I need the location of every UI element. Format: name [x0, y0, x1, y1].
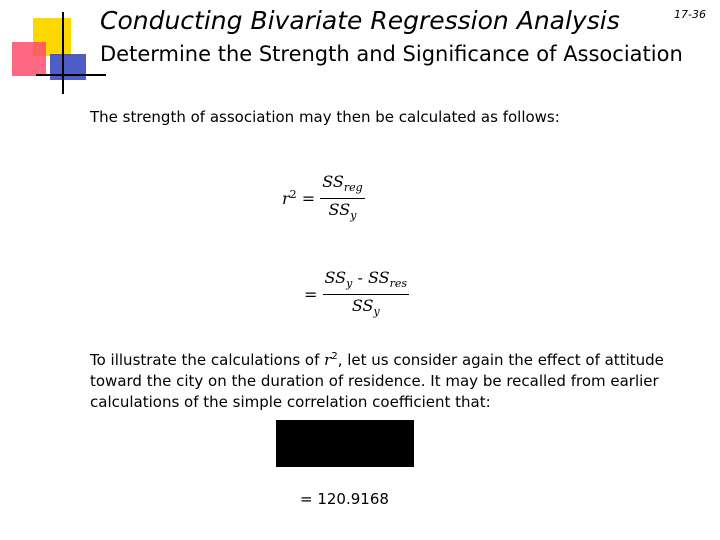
eq1-den-sub: y: [350, 209, 357, 223]
eq2-num-a-main: SS: [324, 268, 347, 287]
eq2-numerator: [323, 268, 410, 295]
equation-r-squared: [282, 172, 365, 227]
slide-subtitle: Determine the Strength and Significance of Association: [100, 42, 683, 66]
eq1-den-main: SS: [328, 200, 351, 220]
equation-r-squared-alt: [304, 268, 409, 323]
intro-text: The strength of association may then be calculated as follows:: [90, 108, 560, 126]
deco-blue-square: [50, 54, 86, 80]
deco-horizontal-line: [36, 74, 106, 76]
eq1-equals: =: [301, 189, 316, 209]
eq1-lhs-var: r: [282, 189, 290, 209]
redacted-formula-image: [276, 420, 414, 467]
para-var: r: [324, 351, 332, 369]
eq2-num-b-main: SS: [367, 268, 390, 287]
result-value: = 120.9168: [300, 490, 389, 508]
eq1-num-sub: reg: [343, 181, 363, 195]
eq2-denominator: [323, 295, 410, 323]
para-exp: 2: [331, 351, 338, 362]
eq1-lhs-exponent: 2: [289, 187, 297, 201]
para-part2: , let us consider again the effect of attitude toward the city on the duration of residence. It may be recalled from earlier calculations of the simple correlation coefficient that:: [90, 351, 664, 411]
illustration-paragraph: [90, 346, 708, 413]
eq2-fraction: [323, 268, 410, 323]
eq1-numerator: [320, 172, 364, 199]
eq2-num-b-sub: res: [389, 277, 408, 291]
eq1-num-main: SS: [322, 172, 344, 191]
para-part1: To illustrate the calculations of: [90, 351, 325, 369]
slide-title: Conducting Bivariate Regression Analysis: [100, 6, 620, 35]
eq1-fraction: [320, 172, 364, 227]
deco-vertical-line: [62, 12, 64, 94]
eq2-equals: =: [304, 285, 318, 305]
eq2-den-main: SS: [351, 296, 374, 316]
slide-number: 17-36: [674, 8, 706, 21]
deco-pink-square: [12, 42, 46, 76]
eq2-minus: -: [357, 268, 363, 287]
eq2-den-sub: y: [373, 305, 380, 319]
eq1-denominator: [320, 199, 364, 227]
eq2-num-a-sub: y: [346, 277, 353, 291]
